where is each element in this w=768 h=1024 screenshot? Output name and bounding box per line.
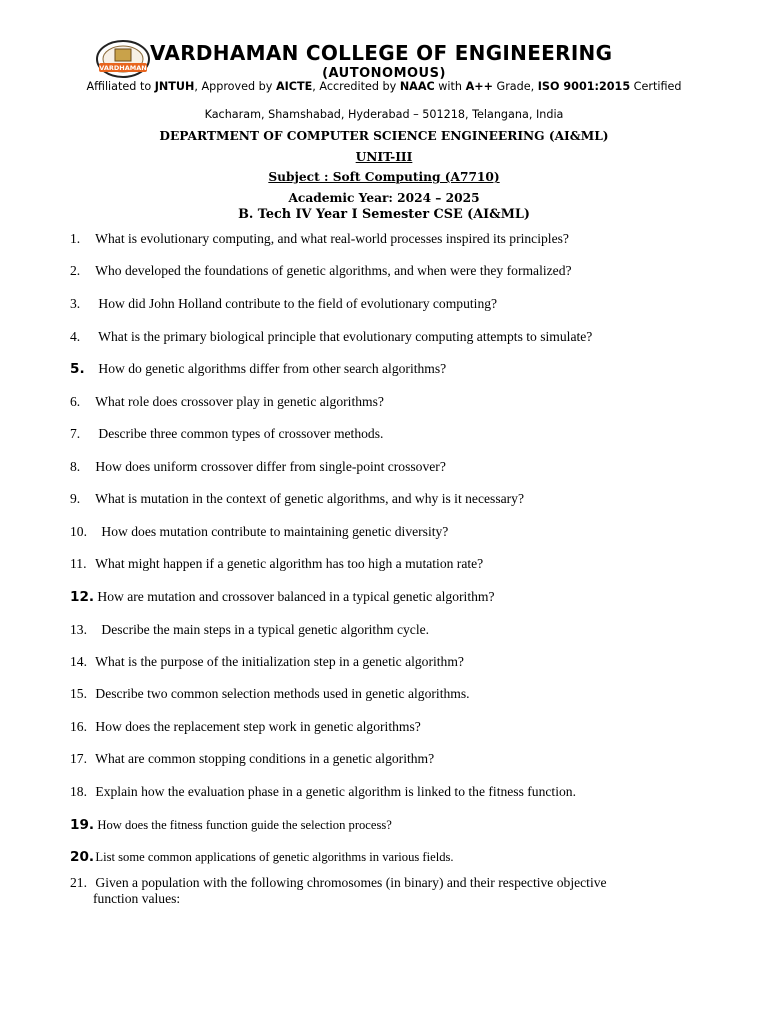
question-number: 8. [70,459,81,474]
question-text: List some common applications of genetic algorithms in various fields. [95,850,454,864]
question-number: 7. [70,426,81,441]
address-line: Kacharam, Shamshabad, Hyderabad – 501218, Telangana, India [204,108,564,121]
question-text: Given a population with the following chromosomes (in binary) and their respective objective [95,875,607,890]
question-text: Who developed the foundations of genetic algorithms, and when were they formalized? [95,263,572,278]
affiliation-part: Affiliated to [86,80,155,93]
question-item [70,329,710,345]
question-number: 21. [70,875,87,890]
question-text: How does mutation contribute to maintaining genetic diversity? [101,524,449,539]
affiliation-part: AICTE [275,80,313,93]
question-text: What is evolutionary computing, and what real-world processes inspired its principles? [95,231,569,246]
question-item [70,524,710,540]
question-item [70,263,710,279]
question-text: How does the replacement step work in genetic algorithms? [95,719,421,734]
department-heading: DEPARTMENT OF COMPUTER SCIENCE ENGINEERING (AI&ML) [159,129,609,143]
question-text: Describe two common selection methods used in genetic algorithms. [95,686,470,701]
question-item [70,817,710,833]
question-item [70,654,710,670]
question-text: How are mutation and crossover balanced in a typical genetic algorithm? [97,589,495,604]
affiliation-part: , Approved by [194,80,276,93]
question-item [70,491,710,507]
question-item [70,784,710,800]
question-item [70,686,710,702]
question-item [70,751,710,767]
affiliation-part: JNTUH [154,80,195,93]
academic-year: Academic Year: 2024 – 2025 [288,191,480,205]
question-item [70,459,710,475]
question-item [70,719,710,735]
affiliation-part: ISO 9001:2015 [537,80,631,93]
question-text: How does uniform crossover differ from single-point crossover? [95,459,446,474]
question-item [70,296,710,312]
logo-lettering: VARDHAMAN [99,64,147,72]
question-text: What is the primary biological principle that evolutionary computing attempts to simulate? [98,329,593,344]
question-text: What are common stopping conditions in a genetic algorithm? [95,751,435,766]
question-number: 1. [70,231,81,246]
question-text: How do genetic algorithms differ from other search algorithms? [98,361,447,376]
autonomous-status: (AUTONOMOUS) [322,66,446,81]
question-number: 18. [70,784,87,799]
college-name: VARDHAMAN COLLEGE OF ENGINEERING [150,41,613,65]
question-text: Describe three common types of crossover methods. [98,426,384,441]
question-text: What is the purpose of the initialization step in a genetic algorithm? [95,654,464,669]
question-number: 16. [70,719,87,734]
question-number: 5. [70,361,85,377]
question-number: 15. [70,686,87,701]
semester-heading: B. Tech IV Year I Semester CSE (AI&ML) [238,207,530,222]
question-item [70,231,710,247]
question-item [70,589,710,605]
question-text: What role does crossover play in genetic algorithms? [95,394,384,409]
affiliation-part: Grade, [492,80,538,93]
question-number: 12. [70,589,95,605]
question-number: 9. [70,491,81,506]
question-text: Explain how the evaluation phase in a genetic algorithm is linked to the fitness function. [95,784,576,799]
question-number: 10. [70,524,87,539]
question-number: 14. [70,654,87,669]
question-number: 13. [70,622,87,637]
question-item [70,394,710,410]
affiliation-part: with [434,80,466,93]
question-number: 4. [70,329,81,344]
question-number: 6. [70,394,81,409]
question-text: What is mutation in the context of genetic algorithms, and why is it necessary? [95,491,525,506]
affiliation-part: A++ [465,80,493,93]
question-number: 17. [70,751,87,766]
question-item [70,622,710,638]
subject-heading: Subject : Soft Computing (A7710) [268,170,500,184]
question-number: 20. [70,849,95,865]
question-number: 2. [70,263,81,278]
question-item [70,875,710,907]
affiliation-line [0,80,768,93]
affiliation-part: , Accredited by [312,80,400,93]
question-text: How does the fitness function guide the selection process? [97,818,392,832]
affiliation-part: Certified [630,80,682,93]
question-item [70,426,710,442]
question-text: What might happen if a genetic algorithm has too high a mutation rate? [95,556,484,571]
affiliation-part: NAAC [399,80,435,93]
unit-heading: UNIT-III [355,150,413,164]
question-text-continued: function values: [93,891,181,906]
question-item [70,849,710,865]
question-number: 3. [70,296,81,311]
question-text: Describe the main steps in a typical genetic algorithm cycle. [101,622,430,637]
question-item [70,556,710,572]
question-number: 11. [70,556,87,571]
question-number: 19. [70,817,95,833]
question-item [70,361,710,377]
question-text: How did John Holland contribute to the field of evolutionary computing? [98,296,498,311]
